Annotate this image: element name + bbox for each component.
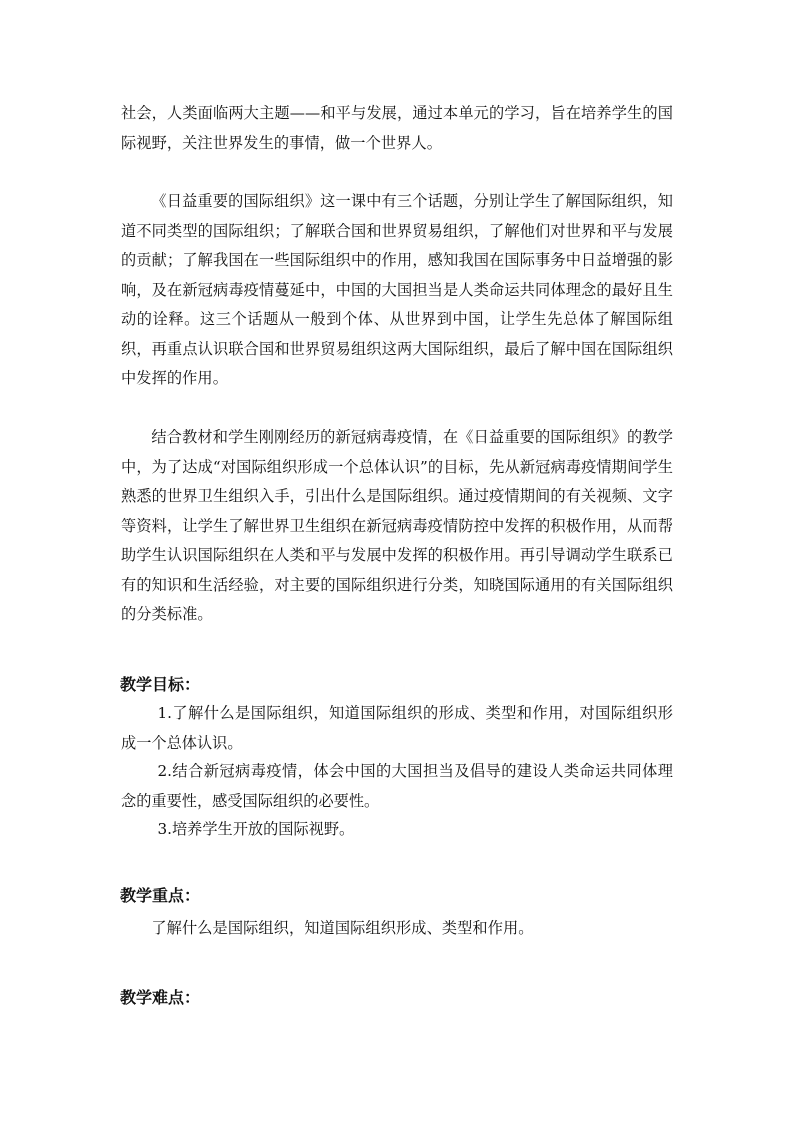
key-points-text: 了解什么是国际组织，知道国际组织形成、类型和作用。 xyxy=(151,919,534,937)
goal-item-2: 2.结合新冠病毒疫情，体会中国的大国担当及倡导的建设人类命运共同体理念的重要性，感受国际组织的必要性。 xyxy=(121,762,673,810)
heading-teaching-goals: 教学目标： xyxy=(120,675,201,694)
heading-teaching-key-points: 教学重点： xyxy=(120,886,201,905)
paragraph-teaching-approach: 结合教材和学生刚刚经历的新冠病毒疫情，在《日益重要的国际组织》的教学中，为了达成“对国际组织形成一个总体认识”的目标，先从新冠病毒疫情期间学生熟悉的世界卫生组织入手，引出什么是国际组织。通过疫情期间的有关视频、文字等资料，让学生了解世界卫生组织在新冠病毒疫情防控中发挥的积极作用，从而帮助学生认识国际组织在人类和平与发展中发挥的积极作用。再引导调动学生联系已有的知识和生活经验，对主要的国际组织进行分类，知晓国际通用的有关国际组织的分类标准。 xyxy=(121,428,673,623)
paragraph-intro-continued: 社会，人类面临两大主题——和平与发展，通过本单元的学习，旨在培养学生的国际视野，关注世界发生的事情，做一个世界人。 xyxy=(121,104,673,152)
goal-item-1: 1.了解什么是国际组织，知道国际组织的形成、类型和作用，对国际组织形成一个总体认识。 xyxy=(121,704,673,752)
goal-item-3: 3.培养学生开放的国际视野。 xyxy=(157,820,355,838)
heading-teaching-difficulties: 教学难点： xyxy=(120,988,201,1007)
paragraph-lesson-overview: 《日益重要的国际组织》这一课中有三个话题，分别让学生了解国际组织，知道不同类型的国际组织；了解联合国和世界贸易组织，了解他们对世界和平与发展的贡献；了解我国在一些国际组织中的作用，感知我国在国际事务中日益增强的影响，及在新冠病毒疫情蔓延中，中国的大国担当是人类命运共同体理念的最好且生动的诠释。这三个话题从一般到个体、从世界到中国，让学生先总体了解国际组织，再重点认识联合国和世界贸易组织这两大国际组织，最后了解中国在国际组织中发挥的作用。 xyxy=(121,192,673,387)
